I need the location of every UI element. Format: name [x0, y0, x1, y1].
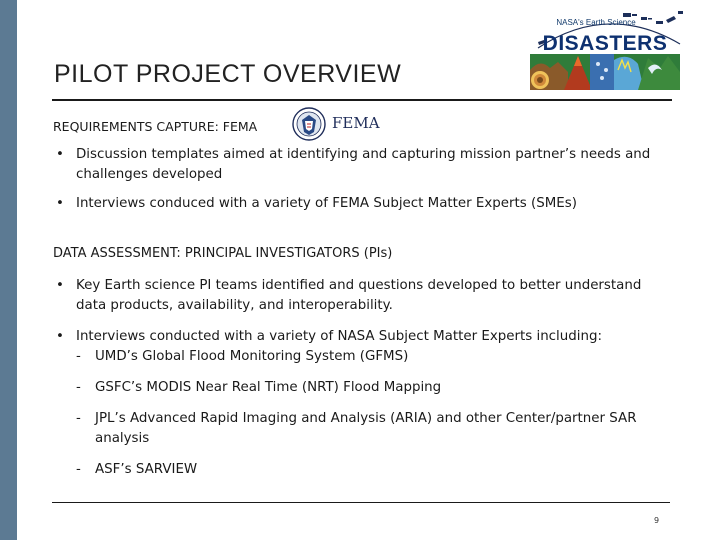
sme-sub-list: [76, 347, 666, 480]
sub-item-text: GSFC’s MODIS Near Real Time (NRT) Flood Mapping: [95, 380, 442, 395]
sub-item-text: JPL’s Advanced Rapid Imaging and Analysis (ARIA) and other Center/partner SAR analysis: [95, 411, 637, 446]
list-item: [56, 194, 666, 214]
left-accent-bar: [0, 0, 17, 540]
fema-wordmark: FEMA: [332, 114, 380, 132]
sub-item-text: UMD’s Global Flood Monitoring System (GFMS): [95, 349, 409, 364]
bullet-text: Interviews conduced with a variety of FEMA Subject Matter Experts (SMEs): [76, 196, 577, 211]
title-divider: [52, 99, 672, 101]
dash-marker: -: [76, 462, 81, 477]
logo-subtitle: NASA's Earth Science: [556, 18, 636, 27]
dhs-seal-icon: [292, 107, 326, 141]
list-item: [56, 276, 666, 316]
dash-marker: -: [76, 411, 81, 426]
sub-list-item: [76, 378, 666, 398]
page-number: 9: [654, 516, 660, 525]
list-item: [56, 327, 666, 480]
dash-marker: -: [76, 380, 81, 395]
requirements-bullet-list: [56, 145, 666, 214]
sub-list-item: [76, 409, 666, 449]
data-assessment-heading: DATA ASSESSMENT: PRINCIPAL INVESTIGATORS (PIs): [53, 246, 393, 261]
data-assessment-bullet-list: [56, 276, 666, 480]
bullet-marker: •: [56, 329, 64, 344]
bullet-marker: •: [56, 196, 64, 211]
slide-title: PILOT PROJECT OVERVIEW: [54, 60, 402, 88]
bullet-marker: •: [56, 147, 64, 162]
logo-wordmark: DISASTERS: [542, 32, 668, 55]
bullet-text: Interviews conducted with a variety of NASA Subject Matter Experts including:: [76, 329, 602, 344]
sub-list-item: [76, 460, 666, 480]
requirements-heading: REQUIREMENTS CAPTURE: FEMA: [53, 119, 258, 134]
sub-item-text: ASF’s SARVIEW: [95, 462, 198, 477]
bullet-marker: •: [56, 278, 64, 293]
dash-marker: -: [76, 349, 81, 364]
footer-divider: [52, 502, 670, 503]
list-item: [56, 145, 666, 185]
bullet-text: Key Earth science PI teams identified and questions developed to better understand data products, availability, and interoperability.: [76, 278, 642, 313]
bullet-text: Discussion templates aimed at identifying and capturing mission partner’s needs and challenges developed: [76, 147, 651, 182]
sub-list-item: [76, 347, 666, 367]
nasa-disasters-logo: [528, 8, 688, 92]
